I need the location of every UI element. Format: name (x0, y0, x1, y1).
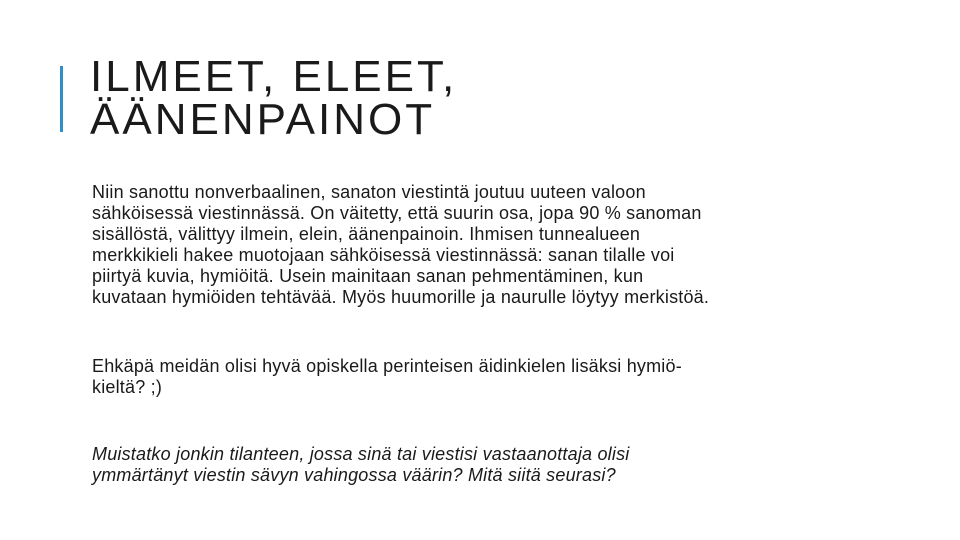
text-line: sisällöstä, välittyy ilmein, elein, äänenpainoin. Ihmisen tunnealueen (92, 224, 641, 244)
slide-title (90, 52, 850, 144)
text-line: kuvataan hymiöiden tehtävää. Myös huumorille ja naurulle löytyy merkistöä. (92, 287, 710, 307)
title-line: ÄÄNENPAINOT (90, 95, 436, 144)
text-line: merkkikieli hakee muotojaan sähköisessä viestinnässä: sanan tilalle voi (92, 245, 675, 265)
paragraph-question (92, 444, 852, 486)
text-line: piirtyä kuvia, hymiöitä. Usein mainitaan sanan pehmentäminen, kun (92, 266, 644, 286)
paragraph-emoji-language (92, 356, 852, 398)
text-line: sähköisessä viestinnässä. On väitetty, että suurin osa, jopa 90 % sanoman (92, 203, 702, 223)
title-accent-bar (60, 66, 63, 132)
text-line: Ehkäpä meidän olisi hyvä opiskella perinteisen äidinkielen lisäksi hymiö- (92, 356, 682, 376)
text-line: kieltä? ;) (92, 377, 163, 397)
text-line: Niin sanottu nonverbaalinen, sanaton viestintä joutuu uuteen valoon (92, 182, 646, 202)
paragraph-nonverbal (92, 182, 852, 308)
slide-body (92, 182, 852, 486)
text-line: Muistatko jonkin tilanteen, jossa sinä tai viestisi vastaanottaja olisi (92, 444, 630, 464)
text-line: ymmärtänyt viestin sävyn vahingossa väärin? Mitä siitä seurasi? (92, 465, 616, 485)
title-line: ILMEET, ELEET, (90, 52, 458, 101)
